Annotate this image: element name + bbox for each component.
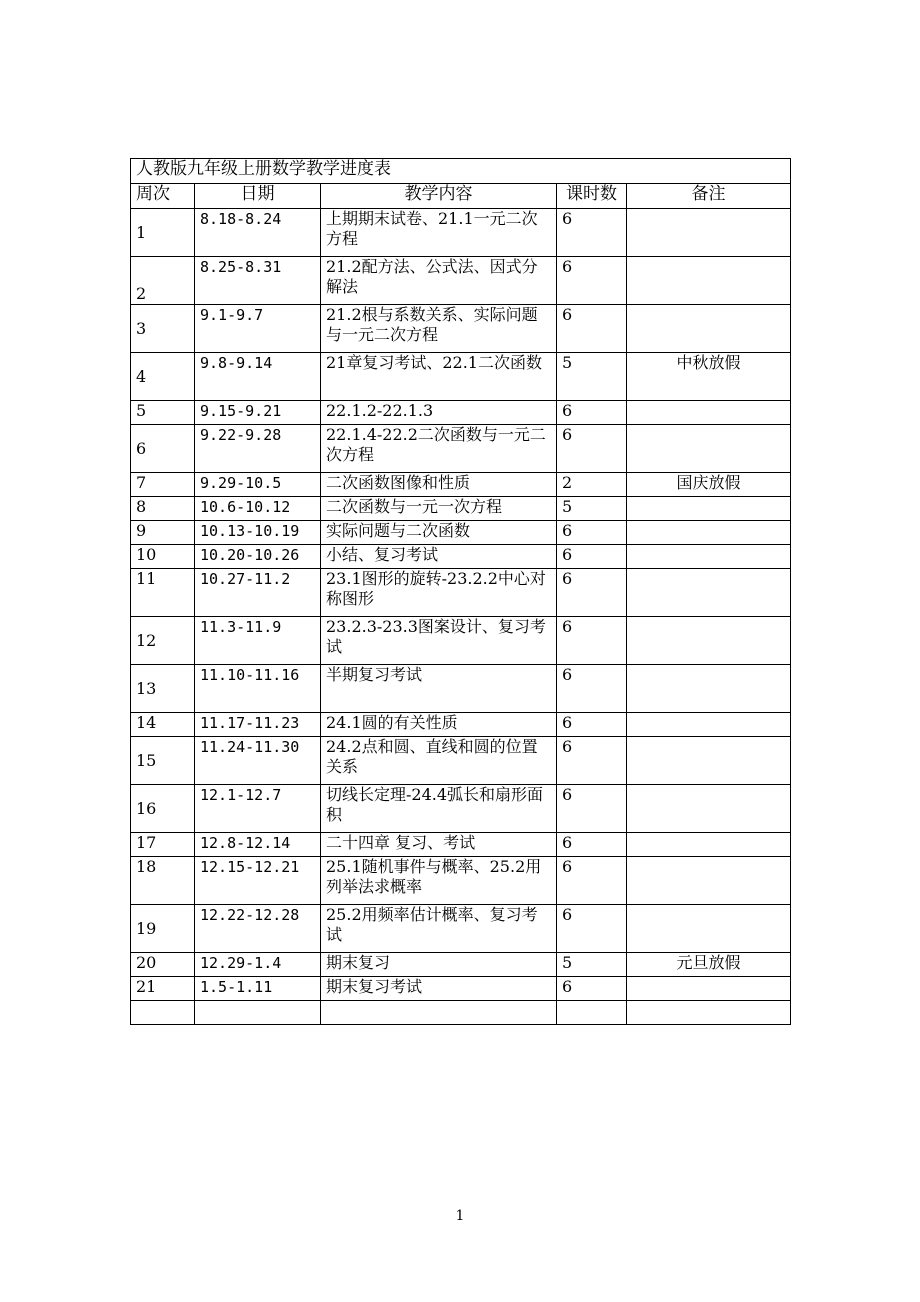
cell-date: 9.15-9.21 — [195, 401, 321, 425]
cell-note — [627, 713, 791, 737]
cell-week: 1 — [131, 209, 195, 257]
table-row — [131, 905, 791, 953]
cell-content: 切线长定理-24.4弧长和扇形面积 — [321, 785, 557, 833]
cell-hours: 6 — [557, 833, 627, 857]
table-row — [131, 545, 791, 569]
cell-hours: 6 — [557, 857, 627, 905]
cell-content: 半期复习考试 — [321, 665, 557, 713]
table-row — [131, 353, 791, 401]
cell-week: 6 — [131, 425, 195, 473]
cell-hours: 6 — [557, 401, 627, 425]
table-row — [131, 473, 791, 497]
cell-content: 二次函数图像和性质 — [321, 473, 557, 497]
cell-note — [627, 521, 791, 545]
cell-hours: 6 — [557, 425, 627, 473]
cell-date: 10.27-11.2 — [195, 569, 321, 617]
cell-note — [627, 857, 791, 905]
cell-note — [627, 497, 791, 521]
header-note: 备注 — [627, 184, 791, 209]
cell-hours: 2 — [557, 473, 627, 497]
header-content: 教学内容 — [321, 184, 557, 209]
cell-content: 23.2.3-23.3图案设计、复习考试 — [321, 617, 557, 665]
cell-note — [627, 617, 791, 665]
cell-date: 9.22-9.28 — [195, 425, 321, 473]
schedule-table — [130, 158, 791, 1025]
cell-week: 16 — [131, 785, 195, 833]
cell-week: 2 — [131, 257, 195, 305]
page-number: 1 — [455, 1208, 465, 1224]
cell-hours: 6 — [557, 569, 627, 617]
cell-week: 14 — [131, 713, 195, 737]
cell-hours: 6 — [557, 257, 627, 305]
cell-hours: 6 — [557, 545, 627, 569]
cell-date: 12.15-12.21 — [195, 857, 321, 905]
table-row — [131, 833, 791, 857]
cell-note — [627, 209, 791, 257]
table-row — [131, 425, 791, 473]
cell-week: 8 — [131, 497, 195, 521]
cell-note — [627, 569, 791, 617]
cell-hours: 6 — [557, 521, 627, 545]
cell-note — [627, 905, 791, 953]
cell-note — [627, 545, 791, 569]
cell-week: 20 — [131, 953, 195, 977]
cell-hours: 6 — [557, 713, 627, 737]
cell-date: 11.17-11.23 — [195, 713, 321, 737]
cell-note: 中秋放假 — [627, 353, 791, 401]
table-row — [131, 665, 791, 713]
cell-week: 3 — [131, 305, 195, 353]
table-row — [131, 257, 791, 305]
cell-date: 8.18-8.24 — [195, 209, 321, 257]
cell-content: 23.1图形的旋转-23.2.2中心对称图形 — [321, 569, 557, 617]
cell-note: 元旦放假 — [627, 953, 791, 977]
cell-date: 11.24-11.30 — [195, 737, 321, 785]
cell-content: 21.2根与系数关系、实际问题与一元二次方程 — [321, 305, 557, 353]
cell-date: 10.13-10.19 — [195, 521, 321, 545]
cell-note — [627, 305, 791, 353]
cell-date: 10.6-10.12 — [195, 497, 321, 521]
title-row — [131, 159, 791, 184]
table-row — [131, 737, 791, 785]
cell-content: 22.1.2-22.1.3 — [321, 401, 557, 425]
cell-date: 1.5-1.11 — [195, 977, 321, 1001]
cell-note — [627, 425, 791, 473]
cell-hours: 5 — [557, 953, 627, 977]
cell-content: 21.2配方法、公式法、因式分解法 — [321, 257, 557, 305]
cell-week: 9 — [131, 521, 195, 545]
header-hours: 课时数 — [557, 184, 627, 209]
table-row — [131, 209, 791, 257]
cell-content: 24.2点和圆、直线和圆的位置关系 — [321, 737, 557, 785]
cell-date: 12.8-12.14 — [195, 833, 321, 857]
cell-note — [627, 737, 791, 785]
cell-content: 实际问题与二次函数 — [321, 521, 557, 545]
cell-date: 8.25-8.31 — [195, 257, 321, 305]
cell-note — [627, 665, 791, 713]
cell-content: 24.1圆的有关性质 — [321, 713, 557, 737]
cell-week: 21 — [131, 977, 195, 1001]
cell-hours: 6 — [557, 305, 627, 353]
cell-week: 15 — [131, 737, 195, 785]
cell-note: 国庆放假 — [627, 473, 791, 497]
cell-note — [627, 977, 791, 1001]
cell-content: 二十四章 复习、考试 — [321, 833, 557, 857]
cell-week: 13 — [131, 665, 195, 713]
cell-week: 12 — [131, 617, 195, 665]
cell-date: 12.29-1.4 — [195, 953, 321, 977]
table-row — [131, 497, 791, 521]
cell-date: 9.8-9.14 — [195, 353, 321, 401]
header-date: 日期 — [195, 184, 321, 209]
cell-date: 12.22-12.28 — [195, 905, 321, 953]
cell-hours: 6 — [557, 785, 627, 833]
table-row — [131, 977, 791, 1001]
cell-note — [627, 257, 791, 305]
cell-hours: 6 — [557, 665, 627, 713]
table-title: 人教版九年级上册数学教学进度表 — [131, 159, 791, 184]
cell-content: 25.2用频率估计概率、复习考试 — [321, 905, 557, 953]
header-week: 周次 — [131, 184, 195, 209]
cell-date: 9.1-9.7 — [195, 305, 321, 353]
cell-content: 二次函数与一元一次方程 — [321, 497, 557, 521]
cell-note — [627, 785, 791, 833]
cell-content: 期末复习考试 — [321, 977, 557, 1001]
empty-cell — [195, 1001, 321, 1025]
cell-content: 25.1随机事件与概率、25.2用列举法求概率 — [321, 857, 557, 905]
table-row — [131, 617, 791, 665]
empty-cell — [321, 1001, 557, 1025]
empty-cell — [627, 1001, 791, 1025]
cell-date: 12.1-12.7 — [195, 785, 321, 833]
table-row — [131, 713, 791, 737]
cell-week: 11 — [131, 569, 195, 617]
table-row — [131, 401, 791, 425]
cell-content: 21章复习考试、22.1二次函数 — [321, 353, 557, 401]
cell-hours: 6 — [557, 737, 627, 785]
table-row — [131, 569, 791, 617]
cell-week: 10 — [131, 545, 195, 569]
cell-note — [627, 833, 791, 857]
header-row — [131, 184, 791, 209]
empty-cell — [131, 1001, 195, 1025]
cell-week: 4 — [131, 353, 195, 401]
table-row — [131, 857, 791, 905]
table-row — [131, 785, 791, 833]
table-row — [131, 953, 791, 977]
cell-hours: 6 — [557, 977, 627, 1001]
cell-content: 小结、复习考试 — [321, 545, 557, 569]
cell-hours: 6 — [557, 905, 627, 953]
cell-date: 10.20-10.26 — [195, 545, 321, 569]
cell-note — [627, 401, 791, 425]
empty-cell — [557, 1001, 627, 1025]
cell-date: 11.10-11.16 — [195, 665, 321, 713]
empty-row — [131, 1001, 791, 1025]
table-row — [131, 305, 791, 353]
cell-hours: 6 — [557, 209, 627, 257]
cell-week: 18 — [131, 857, 195, 905]
cell-week: 5 — [131, 401, 195, 425]
cell-content: 22.1.4-22.2二次函数与一元二次方程 — [321, 425, 557, 473]
cell-date: 11.3-11.9 — [195, 617, 321, 665]
cell-week: 17 — [131, 833, 195, 857]
cell-content: 期末复习 — [321, 953, 557, 977]
cell-week: 19 — [131, 905, 195, 953]
cell-date: 9.29-10.5 — [195, 473, 321, 497]
cell-content: 上期期末试卷、21.1一元二次方程 — [321, 209, 557, 257]
cell-hours: 5 — [557, 497, 627, 521]
cell-hours: 5 — [557, 353, 627, 401]
table-row — [131, 521, 791, 545]
cell-week: 7 — [131, 473, 195, 497]
cell-hours: 6 — [557, 617, 627, 665]
